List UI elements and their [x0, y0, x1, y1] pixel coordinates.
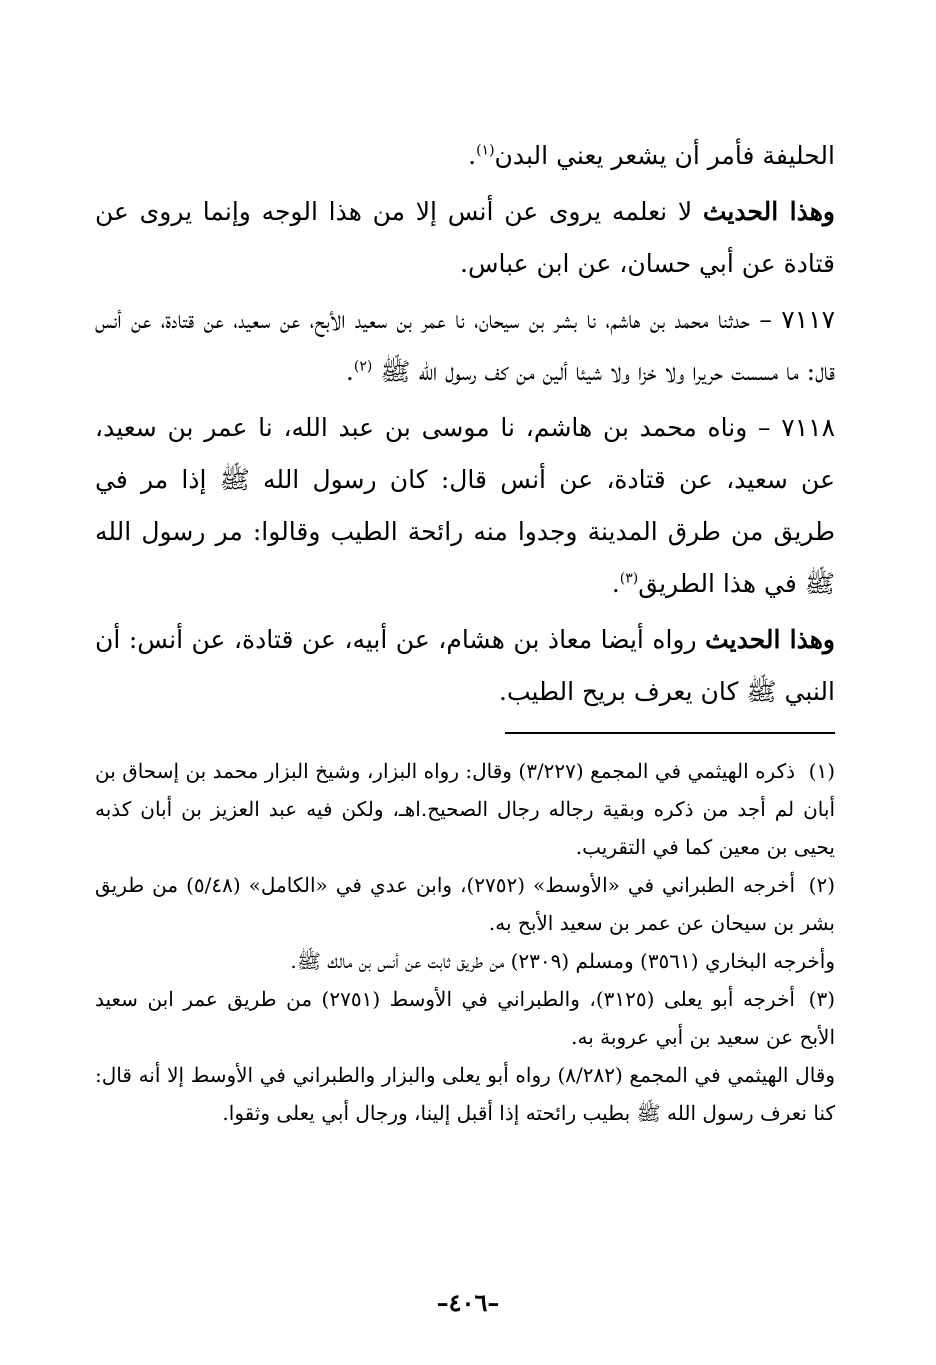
hadith-7117-text: ٧١١٧ – حدثنا محمد بن هاشم، نا بشر بن سيحان، نا عمر بن سعيد الأبح، عن سعيد، عن قتادة، عن أنس قال: ما مسست حريرا ولا خزا ولا شيئا ألين من كف رسول الله ﷺ	[95, 305, 835, 386]
paragraph-1	[95, 130, 835, 182]
hadith-7117-end: .	[345, 357, 354, 386]
footnote-3-number: (٣)	[808, 987, 835, 1011]
footnote-2-number: (٢)	[808, 873, 835, 897]
page-number: –٤٠٦–	[436, 1288, 500, 1317]
hadith-7118-text: ٧١١٨ – وناه محمد بن هاشم، نا موسى بن عبد الله، نا عمر بن سعيد، عن سعيد، عن قتادة، عن أنس قال: كان رسول الله ﷺ إذا مر في طريق من طرق المدينة وجدوا منه رائحة الطيب وقالوا: مر رسول الله ﷺ في هذا الطريق	[95, 413, 835, 598]
paragraph-2-lead: وهذا الحديث	[702, 197, 835, 226]
paragraph-5-text: رواه أيضا معاذ بن هشام، عن أبيه، عن قتادة، عن أنس: أن النبي ﷺ كان يعرف بريح الطيب.	[95, 625, 835, 706]
paragraph-5-lead: وهذا الحديث	[705, 625, 836, 654]
footnote-ref-2[interactable]: (٢)	[353, 358, 373, 375]
footnote-3-continuation	[95, 1056, 835, 1132]
page-body	[95, 130, 835, 1132]
footnote-ref-1[interactable]: (١)	[476, 142, 495, 159]
paragraph-1-text: الحليفة فأمر أن يشعر يعني البدن	[494, 141, 835, 170]
paragraph-2-text: لا نعلمه يروى عن أنس إلا من هذا الوجه وإنما يروى عن قتادة عن أبي حسان، عن ابن عباس.	[95, 197, 835, 278]
paragraph-5	[95, 614, 835, 718]
footnote-2	[95, 866, 835, 942]
hadith-7117	[95, 294, 835, 398]
footnote-3	[95, 980, 835, 1056]
footnote-2-continuation	[95, 942, 835, 980]
paragraph-2	[95, 186, 835, 290]
paragraph-1-end: .	[468, 141, 477, 170]
footnote-2-extra-text: وأخرجه البخاري (٣٥٦١) ومسلم (٢٣٠٩) من طريق ثابت عن أنس بن مالك ﷺ.	[290, 949, 835, 973]
footnote-1	[95, 752, 835, 866]
hadith-7118	[95, 402, 835, 610]
footnote-3-text: أخرجه أبو يعلى (٣١٢٥)، والطبراني في الأوسط (٢٧٥١) من طريق عمر ابن سعيد الأبح عن سعيد بن أبي عروبة به.	[95, 987, 835, 1049]
footnote-3-extra-text: وقال الهيثمي في المجمع (٨/٢٨٢) رواه أبو يعلى والبزار والطبراني في الأوسط إلا أنه قال: كنا نعرف رسول الله ﷺ بطيب رائحته إذا أقبل إلينا، ورجال أبي يعلى وثقوا.	[95, 1063, 836, 1125]
footnote-1-number: (١)	[808, 759, 836, 783]
hadith-7118-end: .	[611, 569, 620, 598]
footnote-2-text: أخرجه الطبراني في «الأوسط» (٢٧٥٢)، وابن عدي في «الكامل» (٥/٤٨) من طريق بشر بن سيحان عن عمر بن سعيد الأبح به.	[95, 873, 835, 935]
footnote-ref-3[interactable]: (٣)	[619, 570, 639, 587]
footnote-divider	[505, 732, 835, 734]
footnote-1-text: ذكره الهيثمي في المجمع (٣/٢٢٧) وقال: رواه البزار، وشيخ البزار محمد بن إسحاق بن أبان لم أجد من ذكره وبقية رجاله رجال الصحيح.اهـ، ولكن فيه عبد العزيز بن أبان كذبه يحيى بن معين كما في التقريب.	[95, 759, 835, 859]
